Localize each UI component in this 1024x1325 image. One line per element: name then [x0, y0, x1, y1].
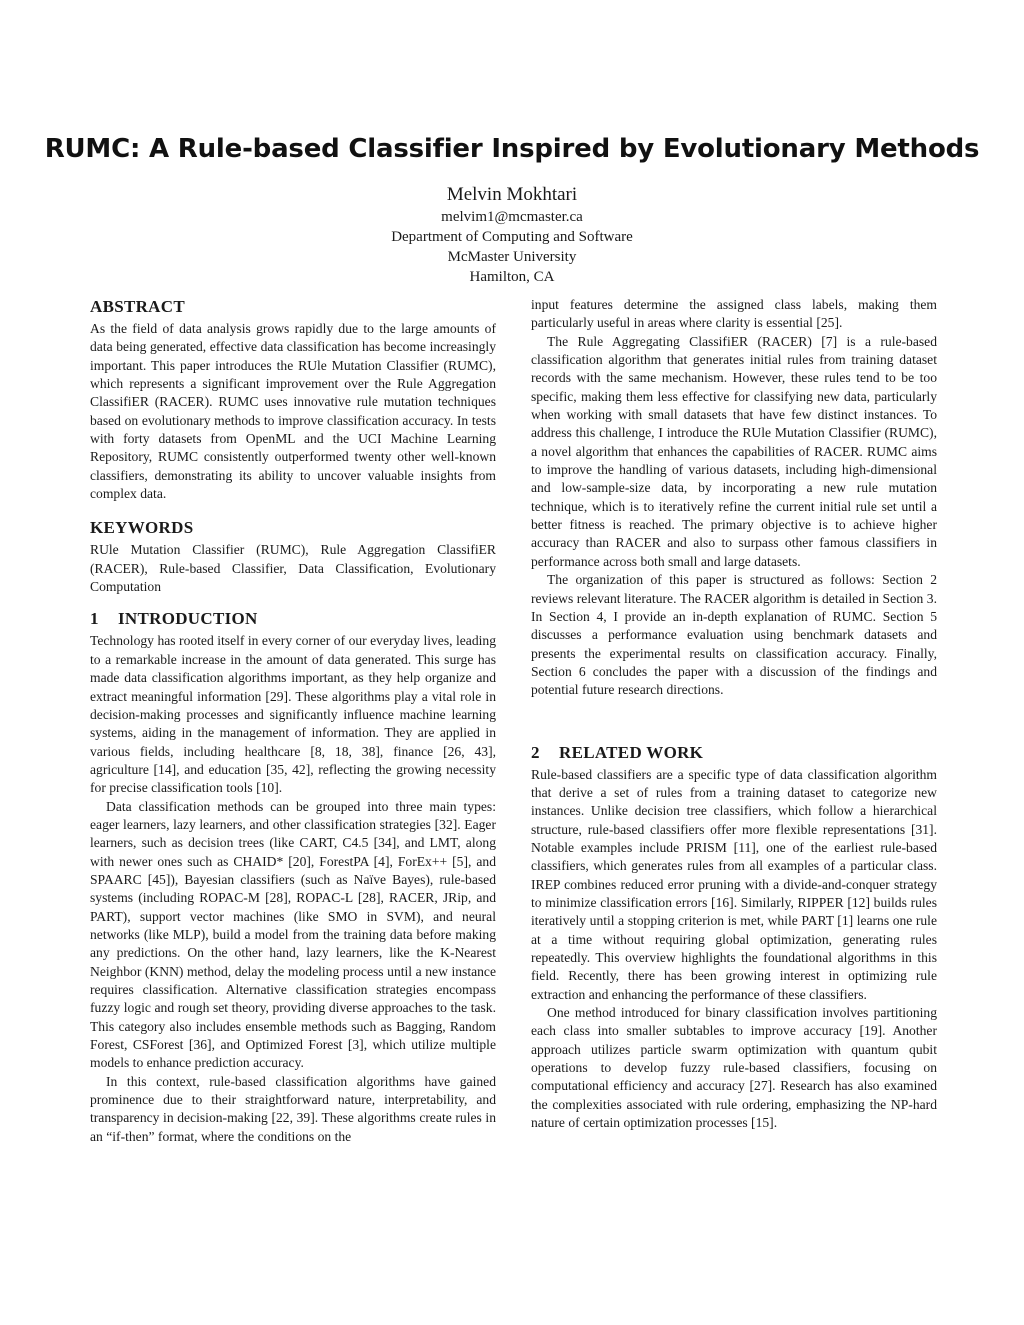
- section-title: INTRODUCTION: [118, 609, 258, 629]
- abstract-text: As the field of data analysis grows rapidly due to the large amounts of data being generated, effective data classification has become increasingly important. This paper introduces the RUle Mutation Classifier (RUMC), which represents a significant improvement over the Rule Aggregation ClassifiER (RACER). RUMC uses innovative rule mutation techniques based on evolutionary methods to improve classification accuracy. In tests with forty datasets from OpenML and the UCI Machine Learning Repository, RUMC consistently outperformed twenty other well-known classifiers, demonstrating its ability to uncover valuable insights from complex data.: [90, 321, 496, 502]
- intro-paragraph: In this context, rule-based classification algorithms have gained prominence due to their straightforward nature, interpretability, and transparency in decision-making [22, 39]. These algorithms create rules in an “if-then” format, where the conditions on the: [90, 1073, 496, 1144]
- author-location: Hamilton, CA: [469, 269, 555, 285]
- section-number: 1: [90, 609, 99, 629]
- section-title: RELATED WORK: [559, 742, 704, 762]
- author-university: McMaster University: [447, 249, 577, 265]
- related-work-heading: [531, 742, 937, 764]
- intro-paragraph: Data classification methods can be grouped into three main types: eager learners, lazy learners, and other classification strategies [32]. Eager learners, such as decision trees (like CART, C4.5 [34], and LMT, along with newer ones such as CHAID* [20], ForestPA [4], ForEx++ [5], and SPAARC [45]), Bayesian classifiers (such as Naïve Bayes), rule-based systems (including ROPAC-M [28], ROPAC-L [28], RACER, JRip, and PART), support vector machines (like SMO in SVM), and neural networks (like MLP), build a model from the training data before making any predictions. On the other hand, lazy learners, like the K-Nearest Neighbor (KNN) method, delay the modeling process until a new instance requires classification. Alternative classification strategies encompass fuzzy logic and rough set theory, providing diverse approaches to the task. This category also includes ensemble methods such as Bagging, Random Forest, CSForest [36], and Optimized Forest [3], which utilize multiple models to enhance prediction accuracy.: [90, 798, 496, 1071]
- intro-continued-paragraph: input features determine the assigned class labels, making them particularly useful in areas where clarity is essential [25].: [531, 297, 937, 331]
- section-number: 2: [531, 742, 540, 762]
- right-column: [531, 296, 937, 1132]
- author-email: melvim1@mcmaster.ca: [441, 209, 583, 225]
- author-department: Department of Computing and Software: [391, 229, 633, 245]
- keywords-text: RUle Mutation Classifier (RUMC), Rule Aggregation ClassifiER (RACER), Rule-based Classifier, Data Classification, Evolutionary Computation: [90, 542, 496, 595]
- related-work-paragraph: One method introduced for binary classification involves partitioning each class into smaller subtables to improve accuracy [19]. Another approach utilizes particle swarm optimization with quantum qubit operations to develop fuzzy rule-based classifiers, focusing on computational efficiency and accuracy [27]. Research has also examined the complexities associated with rule ordering, emphasizing the NP-hard nature of certain optimization processes [15].: [531, 1005, 937, 1131]
- intro-paragraph: Technology has rooted itself in every corner of our everyday lives, leading to a remarkable increase in the amount of data generated. This surge has made data classification algorithms important, as they help organize and extract meaningful information [29]. These algorithms play a vital role in decision-making processes and significantly influence machine learning systems, aiding in the management of information. They are applied in various fields, including healthcare [8, 18, 38], finance [26, 43], agriculture [14], and education [35, 42], reflecting the growing necessity for precise classification tools [10].: [90, 633, 496, 796]
- introduction-heading: [90, 608, 496, 630]
- author-block: [0, 183, 1024, 287]
- author-name: Melvin Mokhtari: [446, 184, 578, 205]
- related-work-paragraph: Rule-based classifiers are a specific type of data classification algorithm that derive a set of rules from a training dataset to categorize new instances. Unlike decision tree classifiers, which follow a hierarchical structure, rule-based classifiers offer more flexible representations [31]. Notable examples include PRISM [11], one of the earliest rule-based classifiers, which generates rules from all examples of a particular class. IREP combines reduced error pruning with a divide-and-conquer strategy to minimize classification errors [16]. Similarly, RIPPER [12] builds rules iteratively until a stopping criterion is met, while PART [1] learns one rule at a time without requiring global optimization, generating rules repeatedly. This overview highlights the foundational algorithms in this field. Recently, there has been growing interest in optimizing rule extraction and enhancing the performance of these classifiers.: [531, 766, 937, 1002]
- keywords-heading: KEYWORDS: [90, 518, 194, 538]
- intro-continued-paragraph: The Rule Aggregating ClassifiER (RACER) [7] is a rule-based classification algorithm that generates initial rules from training dataset records with the same mechanism. However, these rules tend to be too specific, making them less effective for classifying new data, particularly when working with small datasets that have few distinct instances. To address this challenge, I introduce the RUle Mutation Classifier (RUMC), a novel algorithm that enhances the capabilities of RACER. RUMC aims to improve the handling of various datasets, including high-dimensional and low-sample-size data, by incorporating a new rule mutation technique, which is to iteratively refine the current initial rule set until a better fitness is reached. The primary objective is to achieve higher accuracy than RACER and also to surpass other famous classifiers in performance across both small and large datasets.: [531, 333, 937, 569]
- abstract-heading: ABSTRACT: [90, 297, 185, 316]
- paper-title: RUMC: A Rule-based Classifier Inspired by Evolutionary Methods: [44, 134, 980, 164]
- intro-continued-paragraph: The organization of this paper is structured as follows: Section 2 reviews relevant literature. The RACER algorithm is detailed in Section 3. In Section 4, I provide an in-depth explanation of RUMC. Section 5 discusses a performance evaluation using benchmark datasets and presents the experimental results on classification accuracy. Finally, Section 6 concludes the paper with a discussion of the findings and potential future research directions.: [531, 572, 937, 698]
- left-column: [90, 296, 496, 1146]
